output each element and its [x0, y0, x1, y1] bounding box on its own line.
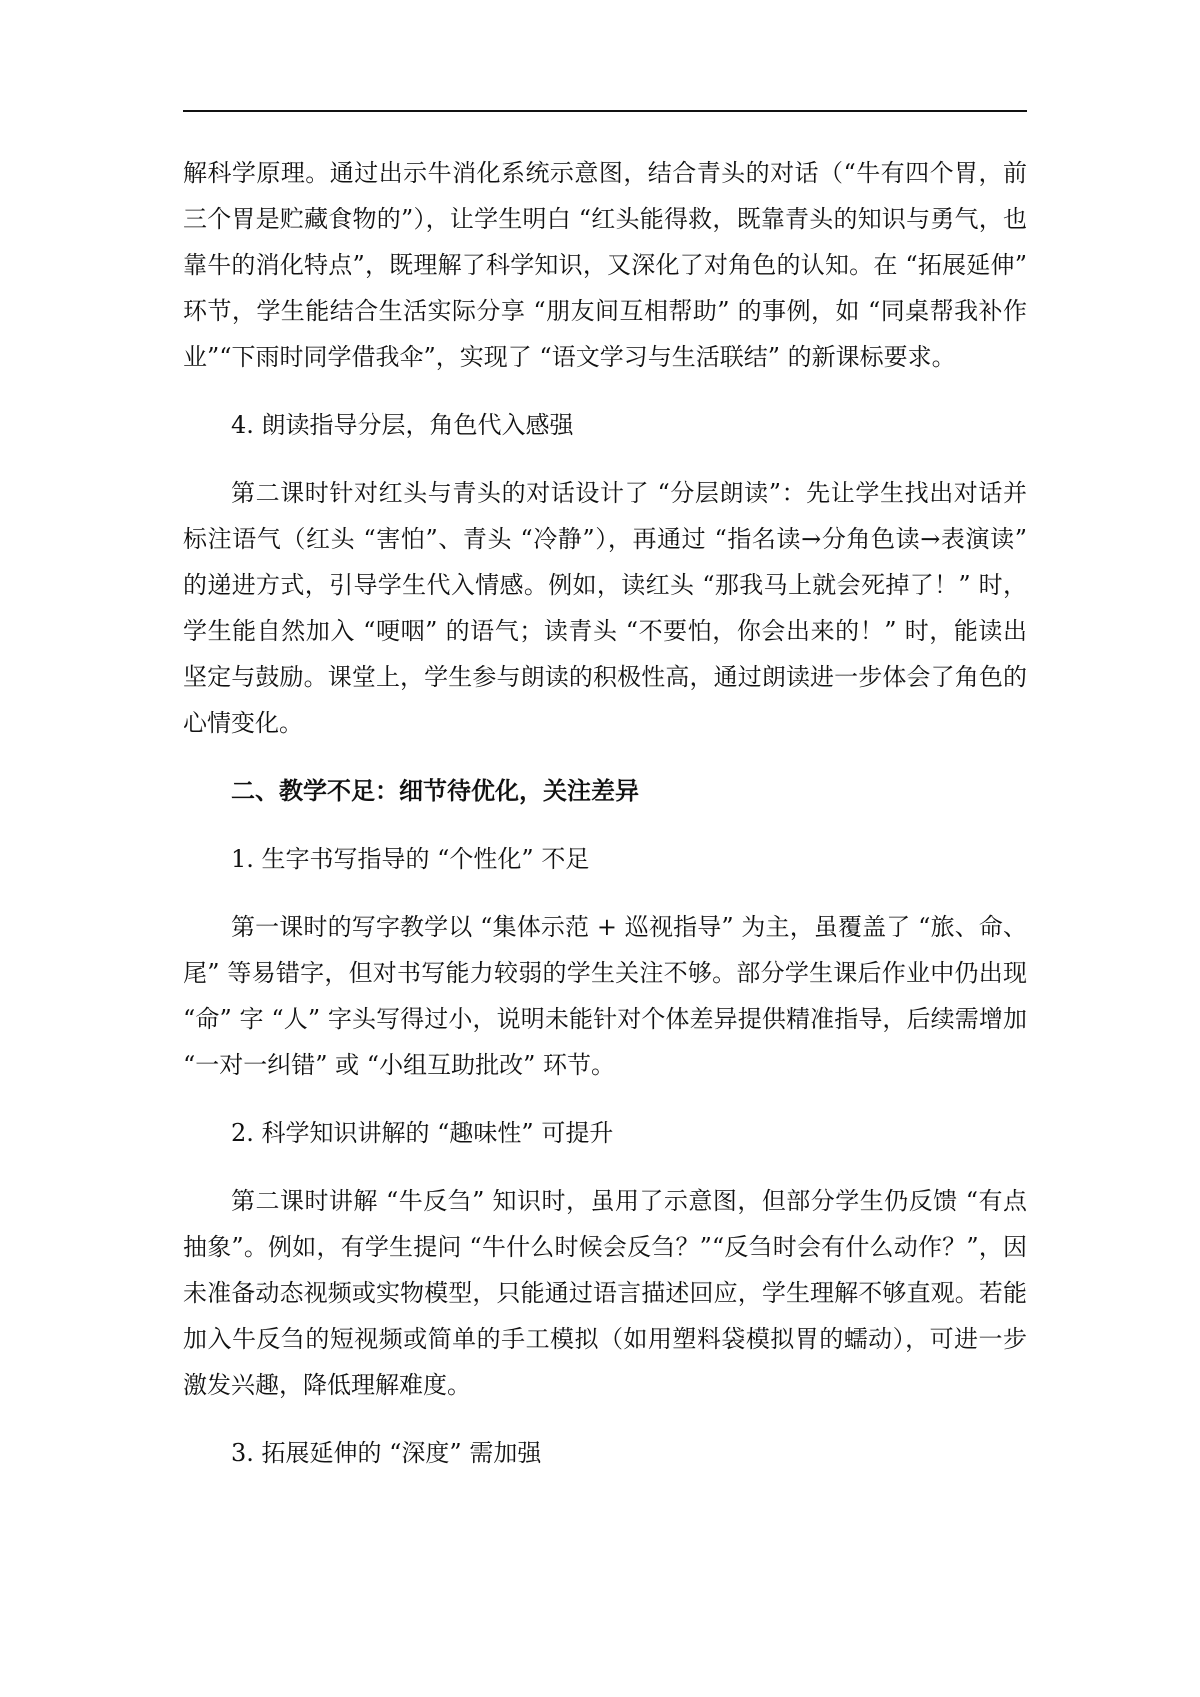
heading-reading-guidance: 4. 朗读指导分层，角色代入感强 [231, 411, 574, 439]
heading-writing-guidance: 1. 生字书写指导的 “个性化” 不足 [231, 845, 590, 873]
document-body [183, 150, 1027, 1498]
paragraph-writing-teaching: 第一课时的写字教学以 “集体示范 + 巡视指导” 为主，虽覆盖了 “旅、命、尾” 等易错字，但对书写能力较弱的学生关注不够。部分学生课后作业中仍出现 “命” 字 “人” 字头写得过小，说明未能针对个体差异提供精准指导，后续需增加 “一对一纠错” 或 “小组互助批改” 环节。 [183, 913, 1027, 1079]
heading-extension-depth: 3. 拓展延伸的 “深度” 需加强 [231, 1439, 542, 1467]
paragraph-science-principle: 解科学原理。通过出示牛消化系统示意图，结合青头的对话（“牛有四个胃，前三个胃是贮藏食物的”），让学生明白 “红头能得救，既靠青头的知识与勇气，也靠牛的消化特点”，既理解了科学知识，又深化了对角色的认知。在 “拓展延伸” 环节，学生能结合生活实际分享 “朋友间互相帮助” 的事例，如 “同桌帮我补作业”“下雨时同学借我伞”，实现了 “语文学习与生活联结” 的新课标要求。 [183, 159, 1027, 371]
section-heading-shortcomings: 二、教学不足：细节待优化，关注差异 [231, 776, 639, 805]
paragraph-rumination: 第二课时讲解 “牛反刍” 知识时，虽用了示意图，但部分学生仍反馈 “有点抽象”。例如，有学生提问 “牛什么时候会反刍？”“反刍时会有什么动作？”，因未准备动态视频或实物模型，只能通过语言描述回应，学生理解不够直观。若能加入牛反刍的短视频或简单的手工模拟（如用塑料袋模拟胃的蠕动），可进一步激发兴趣，降低理解难度。 [183, 1187, 1027, 1399]
heading-science-fun: 2. 科学知识讲解的 “趣味性” 可提升 [231, 1119, 614, 1147]
paragraph-layered-reading: 第二课时针对红头与青头的对话设计了 “分层朗读”：先让学生找出对话并标注语气（红头 “害怕”、青头 “冷静”），再通过 “指名读→分角色读→表演读” 的递进方式，引导学生代入情感。例如，读红头 “那我马上就会死掉了！” 时，学生能自然加入 “哽咽” 的语气；读青头 “不要怕，你会出来的！” 时，能读出坚定与鼓励。课堂上，学生参与朗读的积极性高，通过朗读进一步体会了角色的心情变化。 [183, 479, 1027, 737]
header-rule [183, 110, 1027, 112]
